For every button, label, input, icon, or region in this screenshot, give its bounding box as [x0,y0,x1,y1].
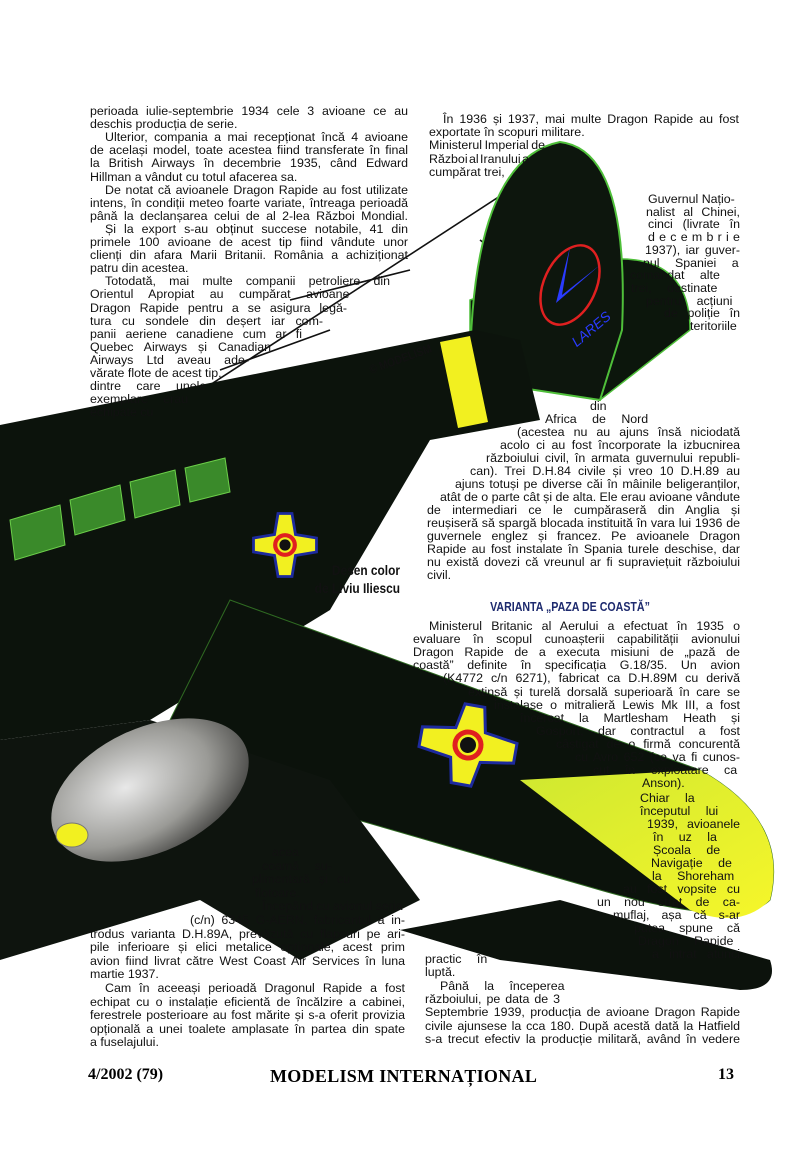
coastal-text-line: instalase o mitralieră Lewis Mk III, a fost [494,697,740,712]
copyright-watermark: © MODELISM [367,341,434,377]
right-bottom-text-line: Până la începerea [440,978,565,993]
left-bottom-text-line: avion fiind livrat către West Coast Air Services în luna [90,953,406,968]
footer-issue: 4/2002 (79) [88,1066,164,1083]
illustration-credit-line2: de Liviu Iliescu [314,580,400,596]
right-africa-text-line: războiului civil, în armata guvernului republi- [486,451,740,465]
left-col-text-line: Totodată, mai multe companii petroliere din [105,274,390,289]
coastal-cont-text-line: muflaj, așa că s-ar [613,908,740,922]
coastal-cont-text-line: un nou strat de ca- [597,895,740,909]
left-bottom-text-line: a fuselajului. [90,1035,159,1050]
left-col-text-line: până la declanșarea celui de al 2-lea Război Mondial. [90,208,408,223]
left-col-text-line: Și la export s-au obținut succese notabile, 41 din [105,221,408,236]
right-bottom-text-line: s-a trecut efectiv la producție militară, având în vedere [425,1031,740,1046]
right-africa-text-line: can). Trei D.H.84 civile și vreo 10 D.H.89 au [470,464,740,478]
left-col-text-line: vărate flote de acest tip, [90,366,222,380]
right-africa-text-line: reușiseră să spargă blocada instituită în vara lui 1936 de [427,516,741,530]
left-bottom-text-line: martie 1937. [90,967,159,982]
right-china-text-line: pentru acțiuni [646,293,733,308]
coastal-text-line: (K4772 c/n 6271), fabricat ca D.H.89M cu derivă [443,671,741,686]
left-bottom-text-line: trodus varianta D.H.89A, prevăzută cu flapsuri pe ari- [90,926,405,941]
right-top-text-line: Război al Iranului a [429,151,529,166]
coastal-text-line: cu Avro 652 (ce va fi cunos- [575,750,740,764]
right-china-text-line: comandat alte [630,268,720,283]
footer-magazine-title: MODELISM INTERNAȚIONAL [270,1066,538,1086]
coastal-cont-text-line: Chiar la [640,791,695,805]
left-col-text-line: Orientul Apropiat au cumpărat avioane [90,287,350,302]
right-bottom-text-line: luptă. [425,965,456,980]
coastal-text-line: coastă” definite în specificația G.18/35. Un avion [413,658,741,673]
left-bottom-text-line: flotoare. [255,885,300,900]
right-top-text-line: exportate în scopuri militare. [429,125,585,140]
left-bottom-text-line: plimentară și cu [252,872,350,887]
left-col-text-line: exemplare erau [90,392,189,407]
right-africa-text-line: nu există dovezi că vreunul ar fi supraviețuit războiului [427,555,741,569]
right-africa-text-line: atât de o parte cât și de alta. Ele erau avioane vândute [440,490,741,504]
right-china-text-line: nul Spaniei a [643,255,739,270]
left-col-text-line: la British Airways în decembrie 1935, când Edward [90,156,408,171]
illustration-credit-line1: Desen color [331,562,400,578]
left-col-text-line: Dragon Rapide pentru a se asigura legă- [90,300,347,315]
right-africa-text-line: ajuns totuși pe diverse căi în mâinile beligeranților, [455,477,741,491]
right-china-text-line: trei, destinate [631,280,718,295]
right-bottom-text-line: războiului, pe data de 3 [425,991,560,1006]
right-africa-text-line: de intermediari ce le cumpăraseră din Anglia și [427,503,740,517]
coastal-text-line: Dragon Rapide de a executa misiuni de „pază de [413,645,740,660]
right-china-text-line: nalist al Chinei, [646,204,740,219]
right-top-text-line: În 1936 și 1937, mai multe Dragon Rapide au fost [443,112,739,126]
right-china-text-line: 1937), iar guver- [645,242,740,257]
left-col-text-line: primele 100 avioane de acest tip fiind vândute unor [90,235,409,249]
left-col-text-line: intens, în condiții meteo foarte variate, întreaga perioadă [90,195,409,210]
right-bottom-text-line: Septembrie 1939, producția de avioane Dragon Rapide [425,1005,740,1020]
left-bottom-text-line: Cam în aceeași perioadă Dragonul Rapide a fost [105,981,405,995]
left-bottom-text-line: acea [272,845,299,859]
left-bottom-text-line: pile inferioare și elici metalice opționale, acest prim [90,940,405,955]
right-africa-text-line: din [590,399,607,413]
coastal-cont-text-line: Dragon Rapide [638,934,734,948]
left-col-text-line: de același model, toate acestea fiind transferate în final [90,143,409,158]
right-africa-text-line: civil. [427,568,452,582]
propeller-spinner [56,823,88,847]
coastal-cont-text-line: la Shoreham [652,869,735,883]
left-col-text-line: echipate cu [90,405,154,420]
coastal-cont-text-line: Navigație de [651,856,732,870]
right-africa-text-line: acolo ci au fost încorporate la izbucnirea [500,438,741,452]
right-bottom-text-line: civile ajunsese la cca 180. După acestă dată la Hatfield [425,1018,741,1033]
left-col-text-line: Airways Ltd aveau ade- [90,352,249,367]
right-china-text-line: de poliție în [664,306,740,321]
coastal-cont-text-line: începutul lui [640,804,719,818]
coastal-cont-text-line: 1939, avioanele [647,817,740,831]
right-africa-text-line: Rapide au fost instalate în Spania turele deschise, dar [427,542,741,556]
coastal-cont-text-line: Școala de [653,843,721,857]
right-africa-text-line: guvernele englez și francez. Pe avioanele Dragon [427,529,740,543]
left-col-text-line: Quebec Airways și Canadian [90,339,271,354]
left-col-text-line: deschis producția de serie. [90,117,238,132]
coastal-cont-text-line: a intrat atunci [652,947,740,961]
left-col-text-line: perioada iulie-septembrie 1934 cele 3 avioane ce au [90,104,408,118]
left-col-text-line: Ulterior, compania a mai recepționat încă 4 avioane [105,130,408,145]
right-africa-text-line: Africa de Nord [545,412,649,426]
left-bottom-text-line: Începând cu avionul seria [262,899,403,914]
coastal-cont-text-line: putea spune că [634,921,740,935]
svg-text:LARES: LARES [568,307,614,350]
left-bottom-text-line: ferestrele posterioare au fost mărite și s-a oferit provizia [90,1008,405,1023]
left-col-text-line: De notat că avioanele Dragon Rapide au fost utilizate [105,182,408,197]
left-col-text-line: panii aeriene canadiene cum ar fi [90,326,302,341]
coastal-text-line: Ministerul Britanic al Aerului a efectuat în 1935 o [429,619,741,633]
right-top-text-line: Ministerul Imperial de [429,138,545,153]
left-bottom-text-line: (c/n) 6345 G-AERN, fabricantul a in- [190,913,405,927]
coastal-text-line: încercat la Martlesham Heath și [520,710,740,725]
right-china-text-line: cinci (livrate în [648,217,741,232]
left-col-text-line: dintre care unele [90,379,207,394]
left-bottom-text-line: opțională a unei toalete amplasate în partea din spate [90,1021,405,1036]
footer-page-number: 13 [718,1066,734,1083]
coastal-text-line: evaluare în scopul cunoașterii capabilității avionului [413,632,740,647]
right-top-text-line: cumpărat trei, [429,164,505,179]
left-col-text-line: Hillman a vândut cu totul afacerea sa. [90,169,298,184]
right-china-text-line: teritoriile [690,319,737,333]
coastal-text-line: extinsă și turelă dorsală superioară în care se [468,684,740,699]
left-bottom-text-line: echipat cu o instalație eficientă de încălzire a cabinei, [90,994,406,1009]
coastal-text-line: câștigat de o firmă concurentă [556,736,740,751]
right-china-text-line: Guvernul Națio- [648,192,735,206]
coastal-cont-text-line: au fost vopsite cu [623,882,740,896]
coastal-cont-text-line: în uz la [653,830,717,844]
coastal-text-line: Anson). [642,776,685,791]
left-col-text-line: patru din acestea. [90,261,189,276]
left-col-text-line: clienți din afara Marii Britanii. România a achiziționat [90,248,408,263]
right-africa-text-line: (acestea nu au ajuns însă niciodată [517,425,740,439]
right-bottom-text-line: practic în [425,952,488,966]
left-bottom-text-line: coamă su- [262,858,332,873]
coastal-text-line: cut în exploatare ca [593,763,738,778]
coastal-text-line: Gosport, dar contractul a fost [536,723,740,738]
section-heading: VARIANTA „PAZA DE COASTĂ” [490,600,650,614]
right-china-text-line: d e c e m b r i e [648,230,740,245]
left-col-text-line: tura cu sondele din deșert iar com- [90,313,324,328]
